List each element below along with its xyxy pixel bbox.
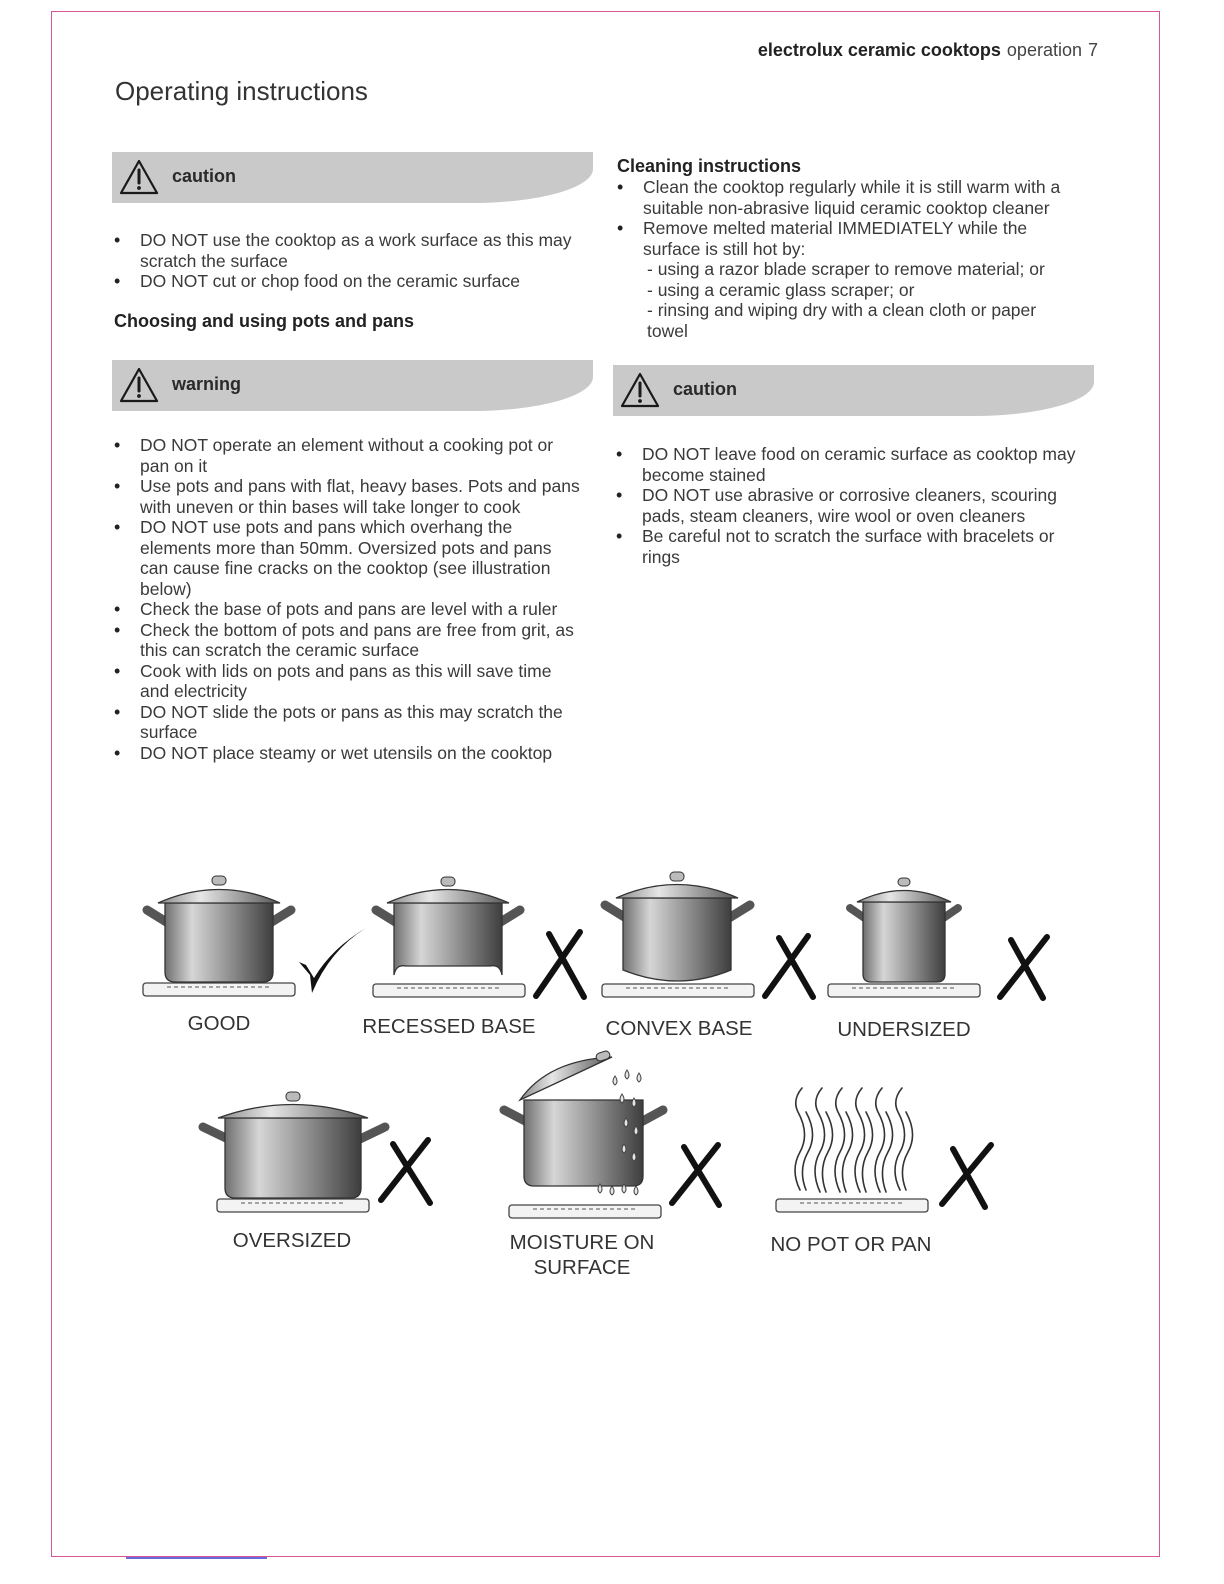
list-item: • DO NOT use the cooktop as a work surface as this may scratch the surface: [114, 230, 594, 271]
list-item: • Clean the cooktop regularly while it is still warm with a suitable non-abrasive liquid ceramic cooktop cleaner: [617, 177, 1087, 218]
oversized-pot-figure: [203, 1092, 385, 1212]
caution-label: caution: [673, 379, 738, 399]
check-mark-icon: [299, 928, 366, 993]
cross-mark-icon: [381, 1140, 430, 1203]
good-pot-figure: [143, 876, 295, 996]
list-item: • DO NOT use pots and pans which overhang the elements more than 50mm. Oversized pots and pans can cause fine cracks on the cooktop (see illustration below): [114, 517, 584, 599]
list-item: • Cook with lids on pots and pans as this will save time and electricity: [114, 661, 584, 702]
cross-mark-icon: [942, 1145, 991, 1207]
header-section: operation: [1006, 40, 1082, 60]
list-item: • DO NOT use abrasive or corrosive cleaners, scouring pads, steam cleaners, wire wool or oven cleaners: [616, 485, 1096, 526]
recessed-base-label: RECESSED BASE: [362, 1015, 536, 1038]
convex-base-label: CONVEX BASE: [605, 1017, 753, 1040]
cleaning-heading: Cleaning instructions: [617, 156, 802, 176]
moisture-pot-figure: [504, 1050, 663, 1218]
page-title: Operating instructions: [115, 76, 368, 106]
moisture-label-line2: SURFACE: [533, 1256, 631, 1279]
cross-mark-icon: [672, 1145, 719, 1205]
list-item: • DO NOT operate an element without a cooking pot or pan on it: [114, 435, 584, 476]
list-item: • DO NOT cut or chop food on the ceramic surface: [114, 271, 594, 292]
header-brand: electrolux ceramic cooktops: [757, 40, 1001, 60]
list-item: • Check the base of pots and pans are level with a ruler: [114, 599, 584, 620]
sub-item: - rinsing and wiping dry with a clean cloth or paper towel: [647, 300, 1037, 341]
sub-item: - using a ceramic glass scraper; or: [647, 279, 915, 300]
list-item: • Be careful not to scratch the surface with bracelets or rings: [616, 526, 1096, 567]
no-pot-figure: [776, 1088, 928, 1212]
recessed-pot-figure: [373, 877, 525, 997]
cross-mark-icon: [765, 936, 813, 997]
warning-label: warning: [172, 374, 242, 394]
list-item: • Check the bottom of pots and pans are free from grit, as this can scratch the ceramic surface: [114, 620, 584, 661]
list-item-text: Remove melted material IMMEDIATELY while the surface is still hot by:: [643, 218, 1028, 259]
sub-item: - using a razor blade scraper to remove material; or: [647, 259, 1045, 279]
list-item: • DO NOT leave food on ceramic surface as cooktop may become stained: [616, 444, 1096, 485]
caution-label: caution: [172, 166, 237, 186]
undersized-label: UNDERSIZED: [837, 1018, 971, 1041]
undersized-pot-figure: [828, 878, 980, 997]
cross-mark-icon: [536, 932, 584, 997]
moisture-label: [497, 1230, 667, 1280]
oversized-label: OVERSIZED: [232, 1229, 352, 1252]
pots-heading: Choosing and using pots and pans: [114, 311, 414, 331]
convex-pot-figure: [602, 872, 754, 997]
no-pot-label: NO POT OR PAN: [770, 1233, 932, 1256]
list-item: • Use pots and pans with flat, heavy bases. Pots and pans with uneven or thin bases will take longer to cook: [114, 476, 584, 517]
list-item: • DO NOT slide the pots or pans as this may scratch the surface: [114, 702, 584, 743]
good-label: GOOD: [187, 1012, 251, 1035]
list-item: • DO NOT place steamy or wet utensils on the cooktop: [114, 743, 584, 764]
moisture-label-line1: MOISTURE ON: [509, 1231, 655, 1254]
page-number: 7: [1087, 40, 1098, 60]
cross-mark-icon: [1000, 937, 1047, 998]
